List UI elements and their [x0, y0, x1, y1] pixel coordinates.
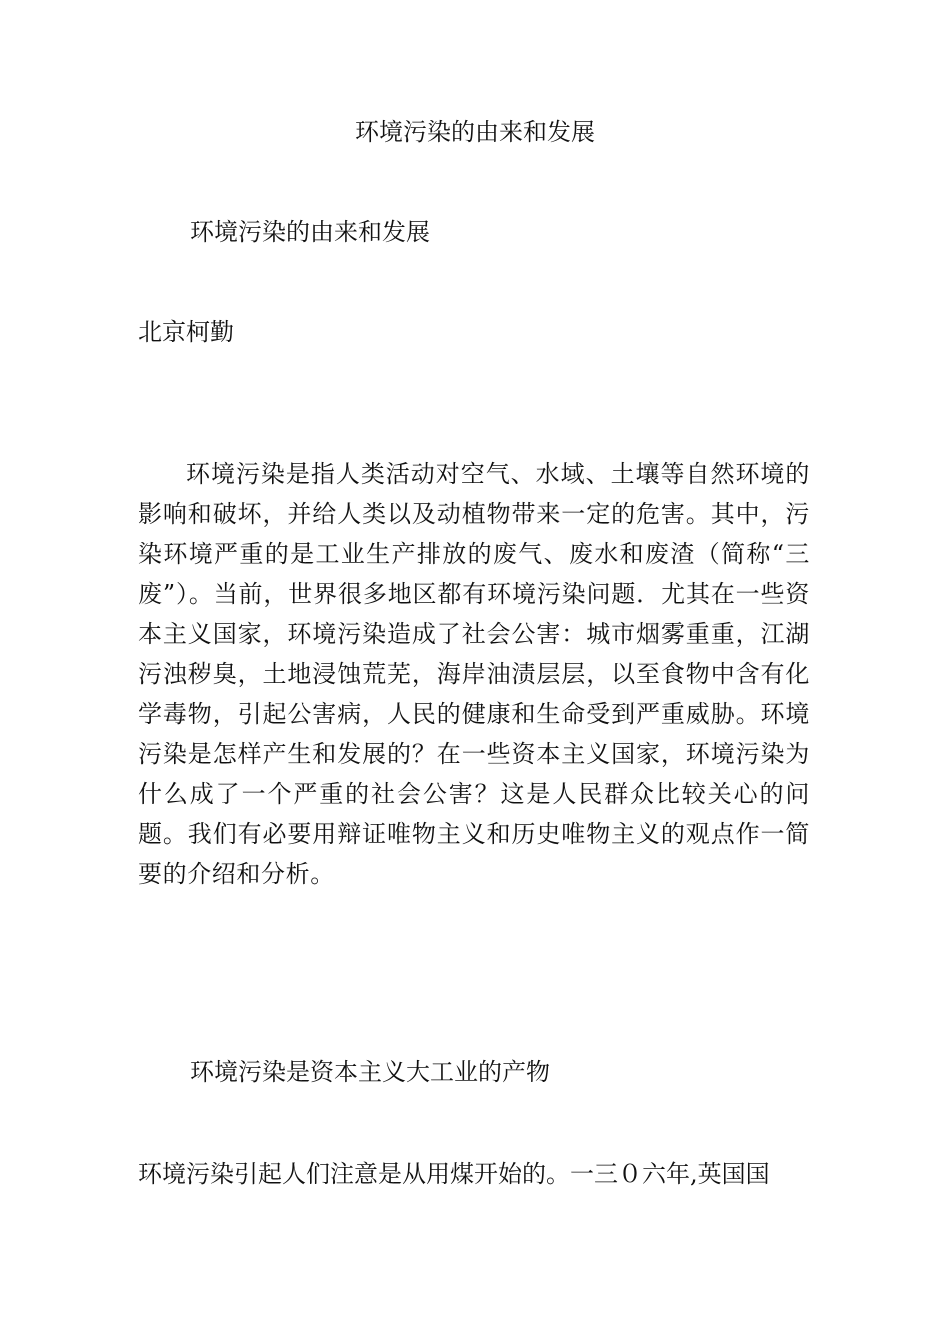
author-name: 北京柯勤	[138, 318, 234, 346]
body-paragraph-start: 环境污染引起人们注意是从用煤开始的。一三０六年,英国国	[138, 1160, 770, 1188]
article-title: 环境污染的由来和发展	[190, 218, 430, 246]
intro-paragraph: 环境污染是指人类活动对空气、水域、土壤等自然环境的影响和破坏，并给人类以及动植物带来一定的危害。其中，污染环境严重的是工业生产排放的废气、废水和废渣（简称“三废”）。当前，世界很多地区都有环境污染问题．尤其在一些资本主义国家，环境污染造成了社会公害：城市烟雾重重，江湖污浊秽臭，土地浸蚀荒芜，海岸油渍层层，以至食物中含有化学毒物，引起公害病，人民的健康和生命受到严重威胁。环境污染是怎样产生和发展的？在一些资本主义国家，环境污染为什么成了一个严重的社会公害？这是人民群众比较关心的问题。我们有必要用辩证唯物主义和历史唯物主义的观点作一简要的介绍和分析。	[138, 460, 810, 888]
document-title: 环境污染的由来和发展	[355, 118, 595, 146]
section-heading: 环境污染是资本主义大工业的产物	[190, 1058, 550, 1086]
